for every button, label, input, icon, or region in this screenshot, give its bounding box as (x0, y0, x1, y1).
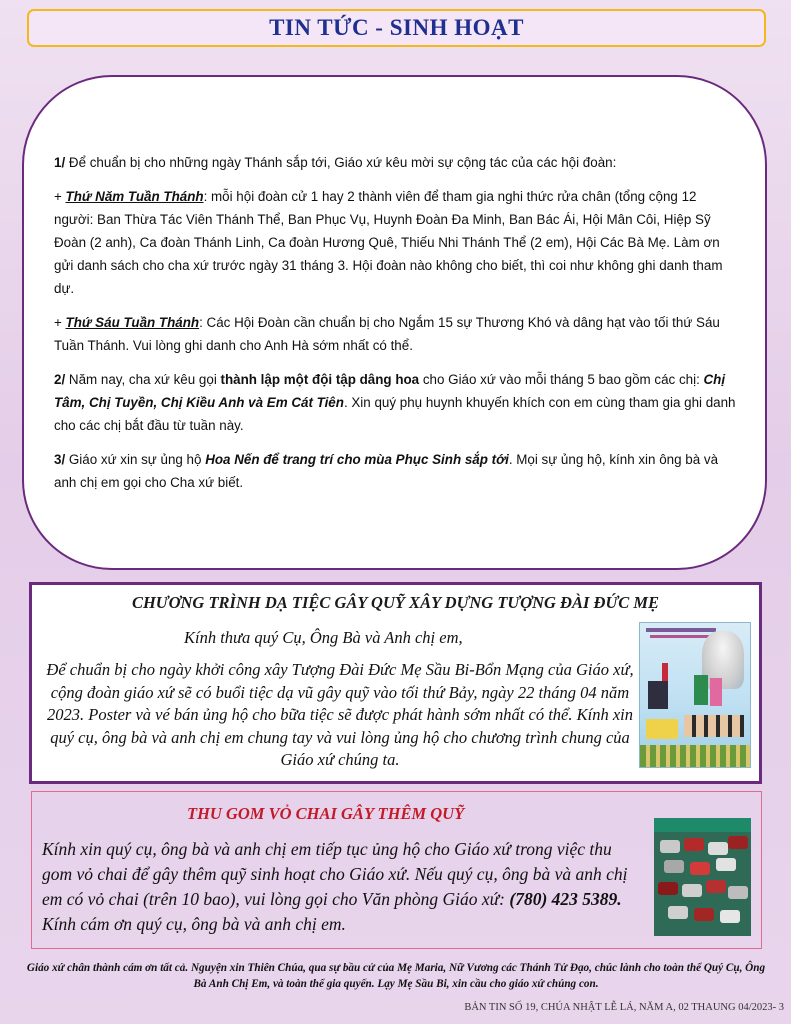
bottle-body-text: Kính xin quý cụ, ông bà và anh chị em tiếp tục ủng hộ cho Giáo xứ trong việc thu gom vỏ chai để gây thêm quỹ sinh hoạt cho Giáo xứ. Nếu quý cụ, ông bà và anh chị em có vỏ chai (trên 10 bao), vui lòng gọi cho Văn phòng Giáo xứ: (42, 839, 628, 909)
item-text: . Mọi sự ủng hộ, kính xin ông bà và anh chị em gọi cho Cha xứ biết. (54, 452, 719, 490)
bullet-prefix: + (54, 315, 66, 330)
good-friday-text: : Các Hội Đoàn cần chuẩn bị cho Ngắm 15 sự Thương Khó và dâng hạt vào tối thứ Sáu Tuần Thánh. Vui lòng ghi danh cho Anh Hà sớm nhất có thể. (54, 315, 720, 353)
flower-team-names: Chị Tâm, Chị Tuyền, Chị Kiều Anh và Em Cát Tiên (54, 372, 726, 410)
easter-flowers-highlight: Hoa Nến để trang trí cho mùa Phục Sinh sắp tới (205, 452, 509, 467)
item-text: . Xin quý phụ huynh khuyến khích con em cùng tham gia ghi danh cho các chị bắt đầu từ tuần này. (54, 395, 736, 433)
page-title: TIN TỨC - SINH HOẠT (269, 15, 524, 40)
bottle-collection-body (42, 837, 642, 937)
item-text: Giáo xứ xin sự ủng hộ (65, 452, 206, 467)
gala-poster-image (639, 622, 751, 768)
parish-phone: (780) 423 5389. (509, 889, 622, 909)
item-number: 3/ (54, 452, 66, 467)
notice-item-1 (54, 151, 739, 174)
gala-section (29, 582, 762, 784)
item-text: cho Giáo xứ vào mỗi tháng 5 bao gồm các chị: (419, 372, 704, 387)
holy-thursday-text: : mỗi hội đoàn cử 1 hay 2 thành viên để tham gia nghi thức rửa chân (tổng cộng 12 người: Ban Thừa Tác Viên Thánh Thể, Ban Phục Vụ, Huynh Đoàn Đa Minh, Ban Bác Ái, Hội Mân Côi, Hiệp Sỹ Đoàn (2 anh), Ca đoàn Thánh Linh, Ca đoàn Hương Quê, Thiếu Nhi Thánh Thể (2 em), Hội Các Bà Mẹ. Làm ơn gửi danh sách cho cha xứ trước ngày 31 tháng 3. Hội đoàn nào không cho biết, thì coi như không ghi danh tham dự. (54, 189, 723, 296)
item-number: 2/ (54, 372, 66, 387)
item-text: Để chuẩn bị cho những ngày Thánh sắp tới, Giáo xứ kêu mời sự cộng tác của các hội đoàn: (65, 155, 617, 170)
bottle-bin-photo (654, 818, 751, 936)
issue-footer: BẢN TIN SỐ 19, CHÚA NHẬT LỄ LÁ, NĂM A, 02 THAUNG 04/2023- 3 (464, 1002, 784, 1013)
bottle-collection-title: THU GOM VỎ CHAI GÂY THÊM QUỸ (187, 804, 465, 823)
notice-item-2 (54, 368, 739, 437)
bottle-collection-section (31, 791, 762, 949)
holy-thursday-heading: Thứ Năm Tuần Thánh (65, 189, 204, 204)
item-text: Năm nay, cha xứ kêu gọi (65, 372, 221, 387)
notice-holy-thursday (54, 185, 739, 300)
flower-team-highlight: thành lập một đội tập dâng hoa (220, 372, 420, 387)
gala-greeting: Kính thưa quý Cụ, Ông Bà và Anh chị em, (184, 628, 463, 647)
gala-body: Để chuẩn bị cho ngày khởi công xây Tượng Đài Đức Mẹ Sầu Bi-Bổn Mạng của Giáo xứ, cộng đoàn giáo xứ sẽ có buổi tiệc dạ vũ gây quỹ vào tối thứ Bảy, ngày 22 tháng 04 năm 2023. Poster và vé bán ủng hộ cho bữa tiệc sẽ được phát hành sớm nhất có thể. Kính xin quý cụ, ông bà và anh chị em chung tay và vui lòng ủng hộ cho chương trình chung của Giáo xứ chúng ta. (46, 660, 634, 769)
header-banner (27, 9, 766, 47)
footer-thanks: Giáo xứ chân thành cám ơn tất cả. Nguyện xin Thiên Chúa, qua sự bầu cử của Mẹ Maria, Nữ Vương các Thánh Tử Đạo, chúc lành cho toàn thể Quý Cụ, Ông Bà Anh Chị Em, và toàn thể gia quyến. Lạy Mẹ Sầu Bi, xin cầu cho giáo xứ chúng con. (26, 962, 766, 990)
item-number: 1/ (54, 155, 66, 170)
bullet-prefix: + (54, 189, 66, 204)
bottle-body-text: Kính cám ơn quý cụ, ông bà và anh chị em. (42, 914, 346, 934)
notice-box (22, 75, 767, 570)
gala-title: CHƯƠNG TRÌNH DẠ TIỆC GÂY QUỸ XÂY DỰNG TƯỢNG ĐÀI ĐỨC MẸ (131, 593, 660, 612)
good-friday-heading: Thứ Sáu Tuần Thánh (65, 315, 200, 330)
notice-item-3 (54, 448, 739, 494)
notice-good-friday (54, 311, 739, 357)
